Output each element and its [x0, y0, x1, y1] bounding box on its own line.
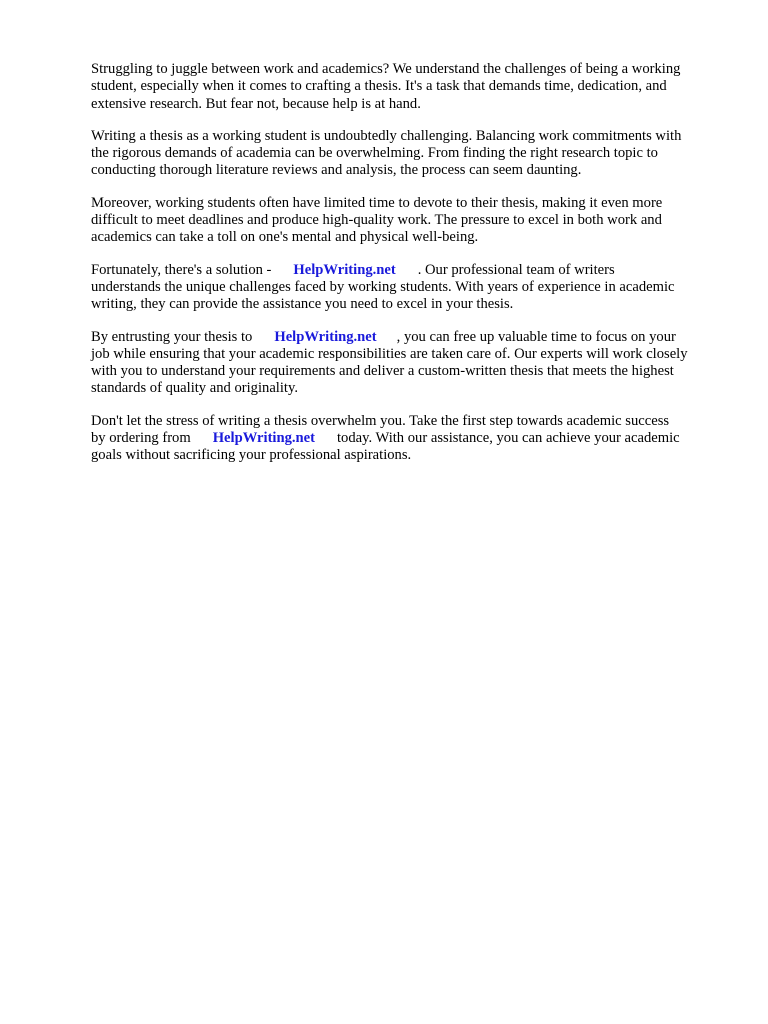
text-line	[91, 329, 731, 346]
text-line: extensive research. But fear not, because help is at hand.	[91, 95, 421, 112]
text-line	[91, 262, 731, 279]
text-line: Moreover, working students often have limited time to devote to their thesis, making it even more	[91, 194, 663, 211]
text-after-link: . Our professional team of writers	[417, 261, 615, 278]
text-line: Struggling to juggle between work and academics? We understand the challenges of being a working	[91, 61, 681, 77]
helpwriting-link[interactable]: HelpWriting.net	[274, 328, 377, 345]
paragraph-time	[91, 195, 731, 247]
text-line: goals without sacrificing your professional aspirations.	[91, 447, 412, 464]
paragraph-intro	[91, 61, 731, 113]
paragraph-solution	[91, 262, 731, 314]
text-after-link: , you can free up valuable time to focus on your	[396, 328, 676, 345]
paragraph-closing	[91, 413, 731, 465]
text-before-link: By entrusting your thesis to	[91, 328, 253, 345]
helpwriting-link[interactable]: HelpWriting.net	[293, 261, 396, 278]
text-line: writing, they can provide the assistance you need to excel in your thesis.	[91, 296, 514, 313]
paragraph-challenge	[91, 128, 731, 180]
text-before-link: Fortunately, there's a solution -	[91, 261, 272, 278]
document-page	[91, 61, 731, 480]
text-line: student, especially when it comes to crafting a thesis. It's a task that demands time, dedication, and	[91, 78, 667, 95]
text-line: Writing a thesis as a working student is undoubtedly challenging. Balancing work commitments with	[91, 127, 682, 144]
text-line: conducting thorough literature reviews and analysis, the process can seem daunting.	[91, 162, 582, 179]
text-line	[91, 430, 731, 447]
text-line: academics can take a toll on one's mental and physical well-being.	[91, 229, 479, 246]
text-line: with you to understand your requirements and deliver a custom-written thesis that meets the highest	[91, 363, 674, 380]
text-line: difficult to meet deadlines and produce high-quality work. The pressure to excel in both work and	[91, 212, 662, 229]
paragraph-entrust	[91, 329, 731, 398]
text-line: understands the unique challenges faced by working students. With years of experience in academic	[91, 278, 675, 295]
text-before-link: by ordering from	[91, 430, 191, 447]
text-line: job while ensuring that your academic responsibilities are taken care of. Our experts will work closely	[91, 345, 688, 362]
text-line: the rigorous demands of academia can be overwhelming. From finding the right research topic to	[91, 145, 658, 162]
text-line: standards of quality and originality.	[91, 380, 298, 397]
helpwriting-link[interactable]: HelpWriting.net	[212, 430, 315, 447]
text-line: Don't let the stress of writing a thesis overwhelm you. Take the first step towards academic success	[91, 412, 670, 429]
text-after-link: today. With our assistance, you can achieve your academic	[337, 430, 680, 447]
